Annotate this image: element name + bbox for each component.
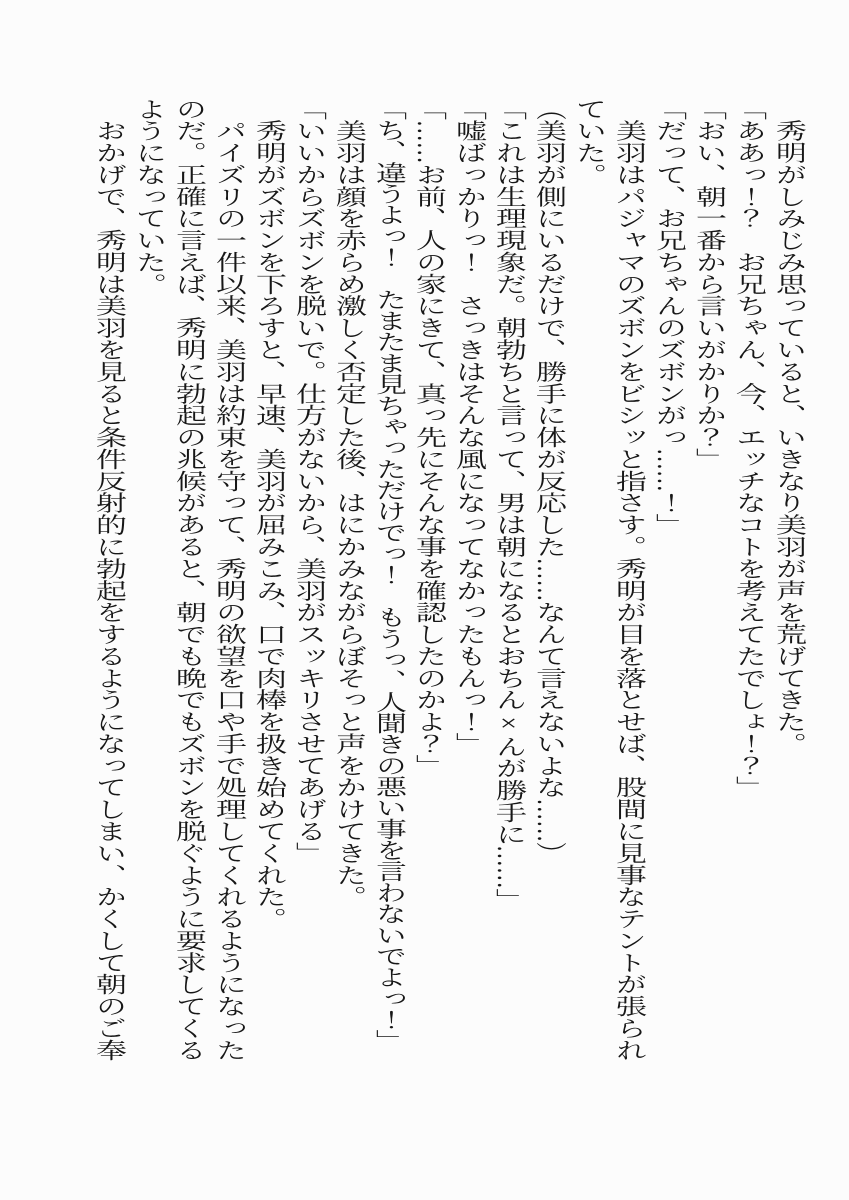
paragraph: 「ああっ！？ お兄ちゃん、今、エッチなコトを考えてたでしょ！？」 (731, 98, 766, 799)
paragraph: パイズリの一件以来、美羽は約束を守って、秀明の欲望を口や手で処理してくれるようになったのだ。正確に言えば、秀明に勃起の兆候があると、朝でも晩でもズボンを脱ぐように要求してくるようになっていた。 (131, 98, 246, 1061)
paragraph: 美羽は顔を赤らめ激しく否定した後、はにかみながらぼそっと声をかけてきた。 (331, 98, 366, 908)
paragraph: 「いいからズボンを脱いで。仕方がないから、美羽がスッキリさせてあげる」 (291, 98, 326, 865)
paragraph: 「だって、お兄ちゃんのズボンがっ……！」 (651, 98, 686, 536)
paragraph: 秀明がしみじみ思っていると、いきなり美羽が声を荒げてきた。 (771, 98, 806, 755)
paragraph: 「これは生理現象だ。朝勃ちと言って、男は朝になるとおちん×んが勝手に……」 (491, 98, 526, 911)
paragraph: 美羽はパジャマのズボンをビシッと指さす。秀明が目を落とせば、股間に見事なテントが張られていた。 (571, 98, 646, 1061)
paragraph: （美羽が側にいるだけで、勝手に体が反応した……なんて言えないよな……） (531, 98, 566, 865)
paragraph: 「おい、朝一番から言いがかりか？」 (691, 98, 726, 471)
paragraph: 「嘘ばっかりっ！ さっきはそんな風になってなかったもんっ！」 (451, 98, 486, 755)
paragraph: おかげで、秀明は美羽を見ると条件反射的に勃起をするようになってしまい、かくして朝のご奉 (91, 98, 126, 1061)
paragraph: 秀明がズボンを下ろすと、早速、美羽が屈みこみ、口で肉棒を扱き始めてくれた。 (251, 98, 286, 930)
paragraph: 「ち、違うよっ！ たまたま見ちゃっただけでっ！ もうっ、人聞きの悪い事を言わないでよっ！」 (371, 98, 406, 1052)
novel-page-text (88, 98, 808, 1061)
paragraph: 「……お前、人の家にきて、真っ先にそんな事を確認したのかよ？」 (411, 98, 446, 777)
